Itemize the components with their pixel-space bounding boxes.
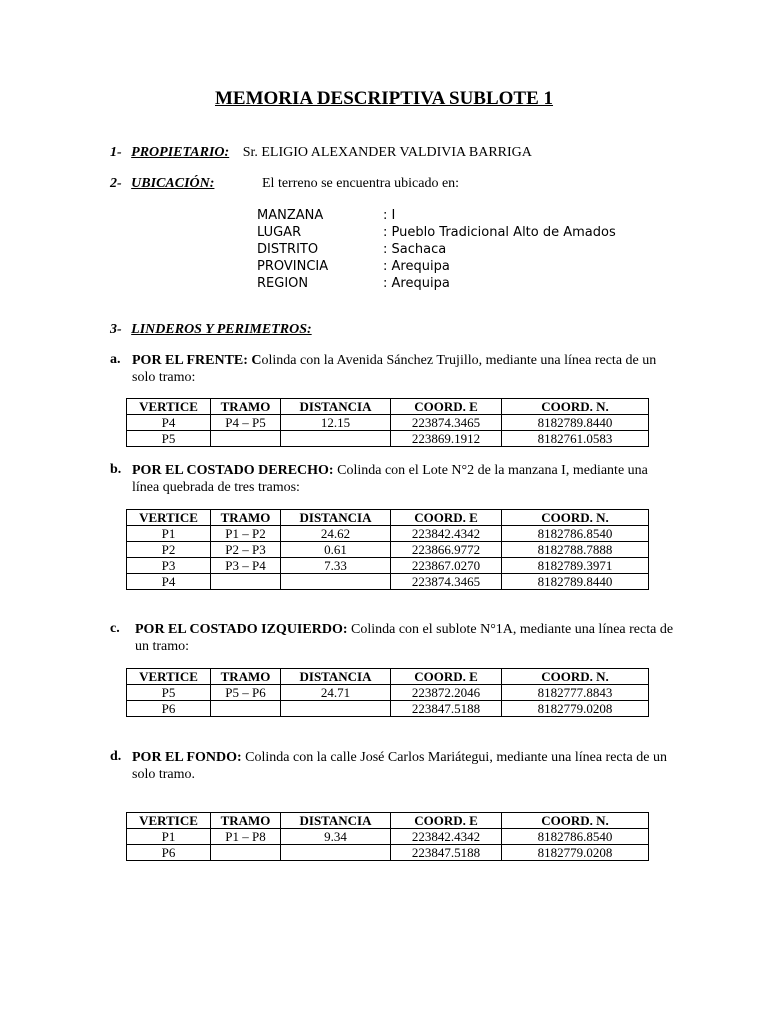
header-coord-e: COORD. E <box>391 510 502 526</box>
header-vertice: VERTICE <box>127 399 211 415</box>
location-row <box>257 208 395 223</box>
location-key: MANZANA <box>257 208 324 223</box>
cell: P1 <box>127 526 211 542</box>
header-tramo: TRAMO <box>211 510 281 526</box>
table-header-row <box>127 399 649 415</box>
ubicacion-number: 2- <box>110 176 122 191</box>
header-distancia: DISTANCIA <box>281 510 391 526</box>
cell <box>281 431 391 447</box>
cell: 8182786.8540 <box>502 829 649 845</box>
section-c-text <box>135 621 675 655</box>
cell: 223866.9772 <box>391 542 502 558</box>
table-row <box>127 558 649 574</box>
section-c-heading: POR EL COSTADO IZQUIERDO: <box>135 622 348 637</box>
cell: 223872.2046 <box>391 685 502 701</box>
cell: P5 <box>127 431 211 447</box>
cell: 0.61 <box>281 542 391 558</box>
cell: P1 <box>127 829 211 845</box>
cell: 223842.4342 <box>391 526 502 542</box>
cell: P5 – P6 <box>211 685 281 701</box>
cell: 9.34 <box>281 829 391 845</box>
cell: 8182789.8440 <box>502 415 649 431</box>
cell: 223847.5188 <box>391 701 502 717</box>
location-key: DISTRITO <box>257 242 319 257</box>
section-a-heading: POR EL FRENTE: C <box>132 353 262 368</box>
cell <box>211 701 281 717</box>
propietario-label: PROPIETARIO: <box>131 145 230 160</box>
table-header-row <box>127 813 649 829</box>
location-value: : Arequipa <box>383 276 450 291</box>
cell: P1 – P8 <box>211 829 281 845</box>
location-row <box>257 259 450 274</box>
header-coord-n: COORD. N. <box>502 813 649 829</box>
cell: P6 <box>127 701 211 717</box>
cell: 8182789.8440 <box>502 574 649 590</box>
header-vertice: VERTICE <box>127 510 211 526</box>
cell: 24.62 <box>281 526 391 542</box>
cell: 8182761.0583 <box>502 431 649 447</box>
cell: P2 <box>127 542 211 558</box>
section-d-text <box>132 749 672 783</box>
section-d-letter: d. <box>110 749 122 764</box>
cell: 8182788.7888 <box>502 542 649 558</box>
ubicacion-text: El terreno se encuentra ubicado en: <box>262 176 460 191</box>
location-value: : Arequipa <box>383 259 450 274</box>
table-costado-derecho <box>126 509 649 590</box>
section-a-text <box>132 352 672 386</box>
ubicacion-label: UBICACIÓN: <box>131 176 215 191</box>
cell: P3 <box>127 558 211 574</box>
cell: 12.15 <box>281 415 391 431</box>
section-d-description: Colinda con la calle José Carlos Mariátegui, mediante una línea recta de un solo tramo. <box>132 750 667 782</box>
header-coord-n: COORD. N. <box>502 399 649 415</box>
cell: 24.71 <box>281 685 391 701</box>
cell <box>281 574 391 590</box>
location-row <box>257 225 616 240</box>
table-row <box>127 431 649 447</box>
section-a-description: olinda con la Avenida Sánchez Trujillo, mediante una línea recta de un solo tramo: <box>132 353 657 385</box>
table-row <box>127 415 649 431</box>
linderos-number: 3- <box>110 322 122 337</box>
cell: 8182777.8843 <box>502 685 649 701</box>
header-vertice: VERTICE <box>127 669 211 685</box>
cell: 223867.0270 <box>391 558 502 574</box>
cell: 223874.3465 <box>391 574 502 590</box>
cell: 8182779.0208 <box>502 845 649 861</box>
cell: P5 <box>127 685 211 701</box>
location-row <box>257 276 450 291</box>
cell: 8182789.3971 <box>502 558 649 574</box>
table-row <box>127 701 649 717</box>
linderos-line <box>110 322 312 338</box>
section-b-text <box>132 462 672 496</box>
table-row <box>127 526 649 542</box>
location-value: : Pueblo Tradicional Alto de Amados <box>383 225 616 240</box>
header-coord-n: COORD. N. <box>502 669 649 685</box>
cell <box>211 574 281 590</box>
cell: 8182786.8540 <box>502 526 649 542</box>
cell: 223874.3465 <box>391 415 502 431</box>
header-coord-n: COORD. N. <box>502 510 649 526</box>
cell <box>281 845 391 861</box>
cell: 223847.5188 <box>391 845 502 861</box>
cell: 223842.4342 <box>391 829 502 845</box>
propietario-number: 1- <box>110 145 122 160</box>
location-row <box>257 242 446 257</box>
location-key: LUGAR <box>257 225 302 240</box>
header-tramo: TRAMO <box>211 669 281 685</box>
header-tramo: TRAMO <box>211 813 281 829</box>
cell: 223869.1912 <box>391 431 502 447</box>
table-frente <box>126 398 649 447</box>
cell: P3 – P4 <box>211 558 281 574</box>
cell: P1 – P2 <box>211 526 281 542</box>
table-costado-izquierdo <box>126 668 649 717</box>
header-coord-e: COORD. E <box>391 669 502 685</box>
section-c-letter: c. <box>110 621 120 636</box>
location-value: : Sachaca <box>383 242 447 257</box>
location-key: PROVINCIA <box>257 259 329 274</box>
section-d-heading: POR EL FONDO: <box>132 750 242 765</box>
table-header-row <box>127 669 649 685</box>
cell <box>281 701 391 717</box>
table-row <box>127 574 649 590</box>
table-header-row <box>127 510 649 526</box>
cell: P2 – P3 <box>211 542 281 558</box>
header-distancia: DISTANCIA <box>281 669 391 685</box>
cell: P4 – P5 <box>211 415 281 431</box>
propietario-value: Sr. ELIGIO ALEXANDER VALDIVIA BARRIGA <box>242 145 532 160</box>
propietario-line <box>110 145 532 161</box>
cell: P6 <box>127 845 211 861</box>
cell: 7.33 <box>281 558 391 574</box>
header-coord-e: COORD. E <box>391 813 502 829</box>
cell: P4 <box>127 574 211 590</box>
header-vertice: VERTICE <box>127 813 211 829</box>
table-row <box>127 685 649 701</box>
section-b-letter: b. <box>110 462 122 477</box>
cell: 8182779.0208 <box>502 701 649 717</box>
header-tramo: TRAMO <box>211 399 281 415</box>
linderos-label: LINDEROS Y PERIMETROS: <box>131 322 312 337</box>
table-row <box>127 542 649 558</box>
cell: P4 <box>127 415 211 431</box>
header-distancia: DISTANCIA <box>281 813 391 829</box>
section-a-letter: a. <box>110 352 121 367</box>
section-b-heading: POR EL COSTADO DERECHO: <box>132 463 334 478</box>
cell <box>211 431 281 447</box>
page-title: MEMORIA DESCRIPTIVA SUBLOTE 1 <box>214 88 554 109</box>
section-b-description: Colinda con el Lote N°2 de la manzana I, mediante una línea quebrada de tres tramos: <box>132 463 648 495</box>
table-fondo <box>126 812 649 861</box>
location-key: REGION <box>257 276 309 291</box>
ubicacion-line <box>110 176 214 192</box>
table-row <box>127 845 649 861</box>
section-c-description: Colinda con el sublote N°1A, mediante una línea recta de un tramo: <box>135 622 674 654</box>
table-row <box>127 829 649 845</box>
location-value: : I <box>383 208 396 223</box>
header-coord-e: COORD. E <box>391 399 502 415</box>
cell <box>211 845 281 861</box>
header-distancia: DISTANCIA <box>281 399 391 415</box>
